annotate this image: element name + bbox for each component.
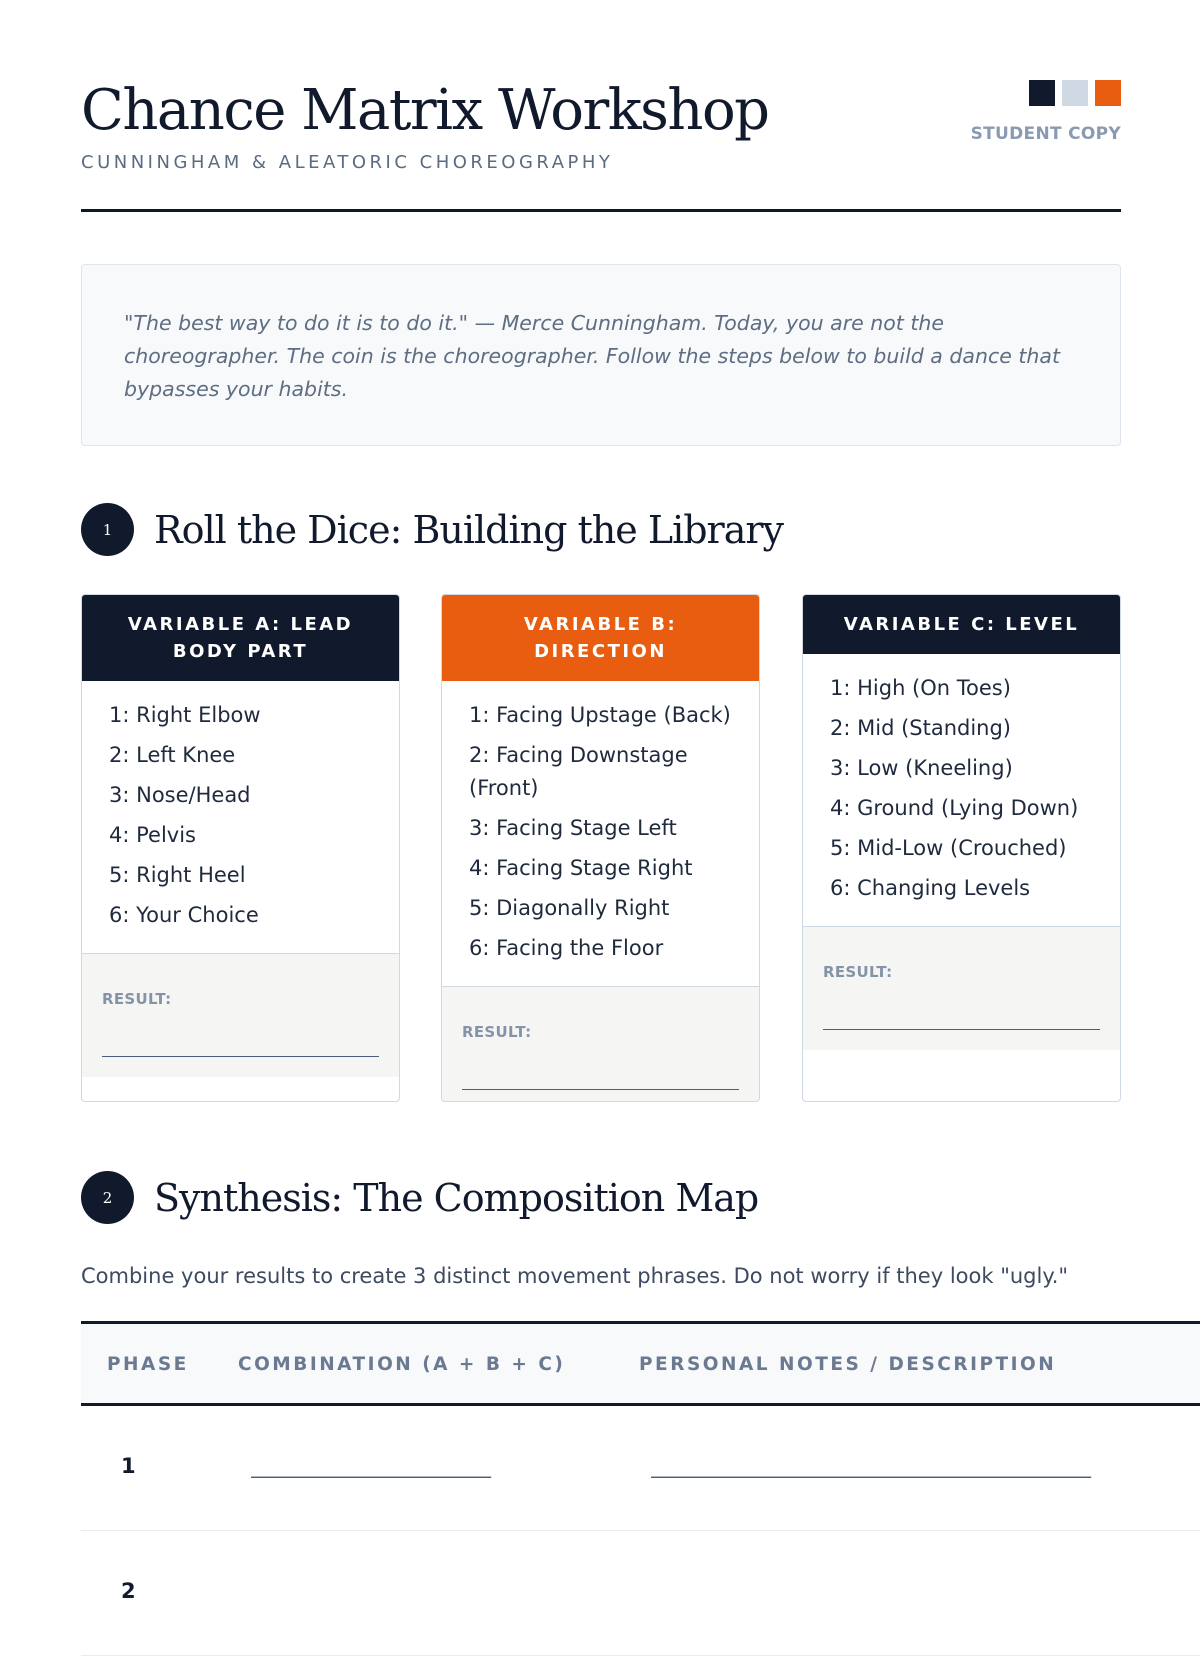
result-input-line[interactable] (462, 1089, 739, 1090)
option-item: 5: Diagonally Right (469, 896, 670, 920)
combination-blank[interactable]: ________________________ (251, 1454, 491, 1478)
composition-table (81, 1321, 1200, 1656)
option-item: 3: Low (Kneeling) (830, 756, 1013, 780)
result-area (442, 986, 759, 1102)
option-item: 6: Your Choice (109, 903, 259, 927)
swatch-gray (1062, 80, 1088, 106)
option-item: 5: Right Heel (109, 863, 246, 887)
notes-blank[interactable]: ____________________________________________ (651, 1454, 1091, 1478)
section-1-heading (81, 503, 783, 556)
option-item: 4: Pelvis (109, 823, 196, 847)
column-header-notes: PERSONAL NOTES / DESCRIPTION (639, 1354, 1057, 1375)
page-header (81, 0, 1121, 212)
option-item: 6: Changing Levels (830, 876, 1031, 900)
option-item: 2: Left Knee (109, 743, 236, 767)
phase-number: 1 (121, 1454, 136, 1478)
option-item: 1: High (On Toes) (830, 676, 1011, 700)
result-label: RESULT: (823, 963, 893, 981)
option-item: 5: Mid-Low (Crouched) (830, 836, 1067, 860)
section-title: Roll the Dice: Building the Library (154, 507, 783, 552)
variable-card-a (81, 594, 400, 1102)
swatch-orange (1095, 80, 1121, 106)
intro-quote: "The best way to do it is to do it." — Merce Cunningham. Today, you are not the choreographer. The coin is the choreographer. Follow the steps below to build a dance that bypasses your habits. (81, 264, 1121, 446)
option-item: 4: Ground (Lying Down) (830, 796, 1079, 820)
result-area (803, 926, 1120, 1050)
variable-card-c (802, 594, 1121, 1102)
section-intro: Combine your results to create 3 distinct movement phrases. Do not worry if they look "ugly." (81, 1264, 1069, 1288)
page-title: Chance Matrix Workshop (81, 78, 769, 143)
table-header (81, 1321, 1200, 1406)
step-number-badge: 1 (81, 503, 134, 556)
section-2-heading (81, 1171, 758, 1224)
option-item: 3: Nose/Head (109, 783, 251, 807)
option-item: 4: Facing Stage Right (469, 856, 693, 880)
result-input-line[interactable] (102, 1056, 379, 1057)
color-swatches (1029, 80, 1121, 106)
card-header: VARIABLE B: DIRECTION (442, 595, 759, 681)
option-list (82, 681, 399, 953)
result-label: RESULT: (462, 1023, 532, 1041)
option-item: 6: Facing the Floor (469, 936, 664, 960)
table-row (81, 1406, 1200, 1531)
option-item: 2: Mid (Standing) (830, 716, 1012, 740)
card-header: VARIABLE C: LEVEL (803, 595, 1120, 654)
result-area (82, 953, 399, 1077)
option-item: 1: Facing Upstage (Back) (469, 703, 731, 727)
option-list (442, 681, 759, 986)
variable-card-b (441, 594, 760, 1102)
result-input-line[interactable] (823, 1029, 1100, 1030)
column-header-phase: PHASE (107, 1354, 189, 1375)
column-header-combination: COMBINATION (A + B + C) (238, 1354, 566, 1375)
option-item: 1: Right Elbow (109, 703, 261, 727)
option-item: 2: Facing Downstage (Front) (469, 743, 688, 800)
step-number-badge: 2 (81, 1171, 134, 1224)
table-row (81, 1531, 1200, 1656)
card-header: VARIABLE A: LEAD BODY PART (82, 595, 399, 681)
swatch-navy (1029, 80, 1055, 106)
page-subtitle: CUNNINGHAM & ALEATORIC CHOREOGRAPHY (81, 152, 614, 173)
phase-number: 2 (121, 1579, 136, 1603)
option-list (803, 654, 1120, 926)
section-title: Synthesis: The Composition Map (154, 1175, 759, 1220)
result-label: RESULT: (102, 990, 172, 1008)
option-item: 3: Facing Stage Left (469, 816, 677, 840)
student-copy-label: STUDENT COPY (970, 124, 1121, 144)
worksheet-page (81, 0, 1121, 1603)
